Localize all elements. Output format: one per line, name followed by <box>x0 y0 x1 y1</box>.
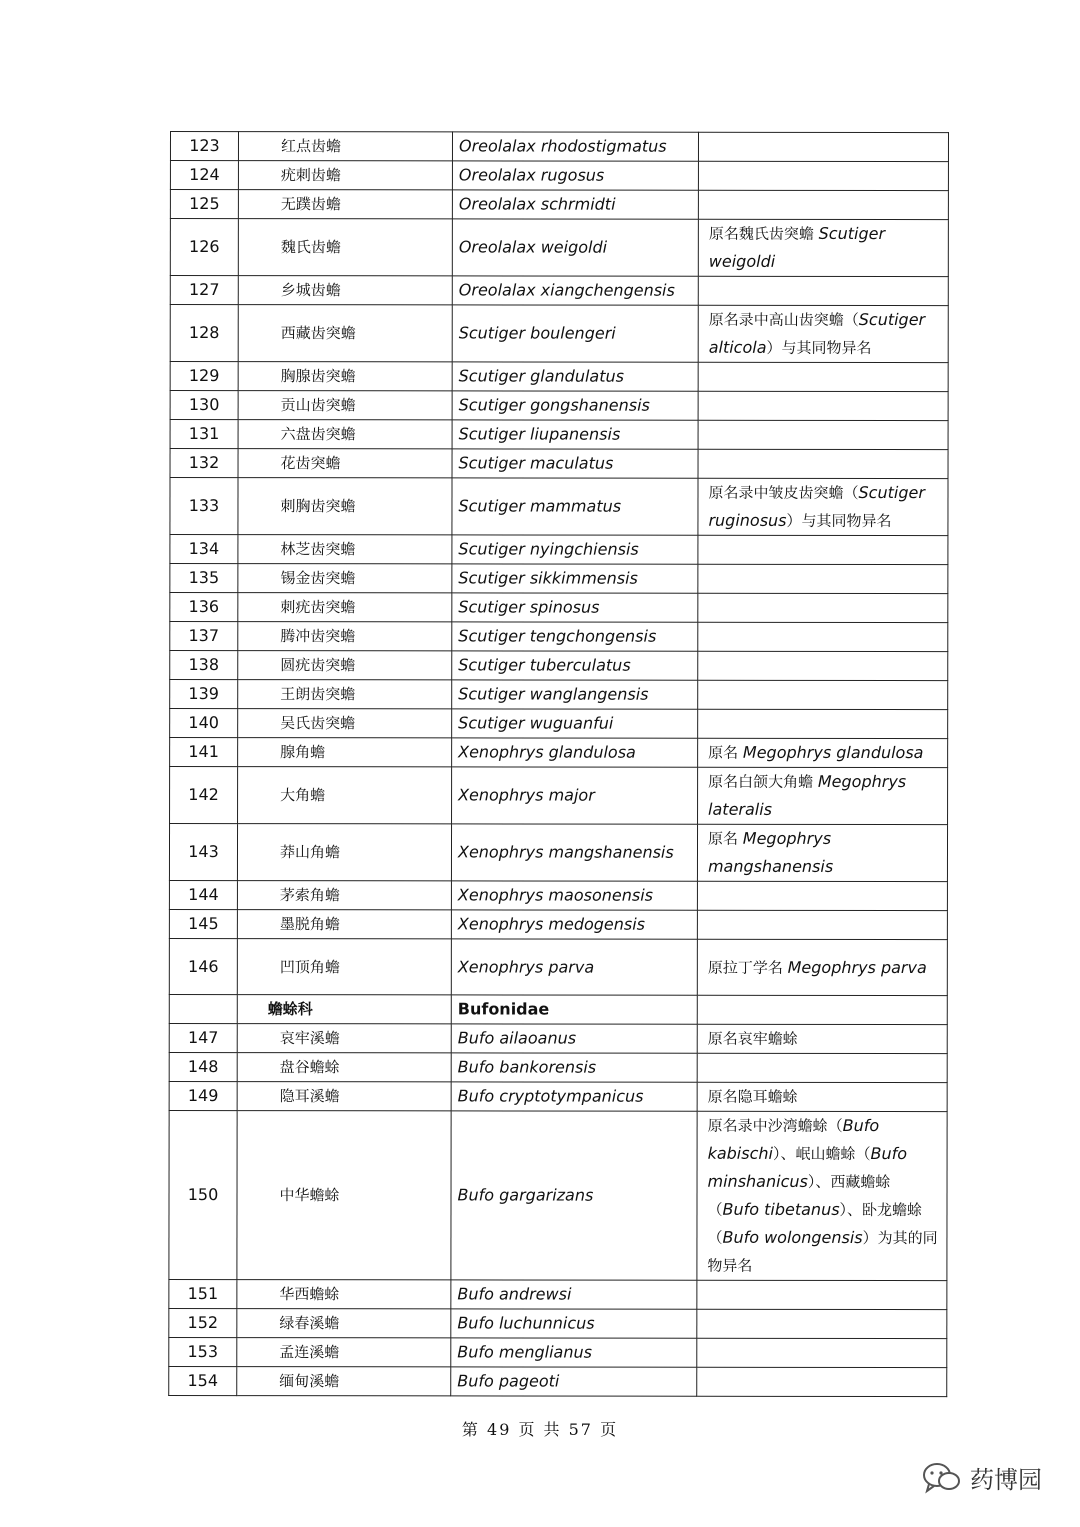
remark <box>697 995 947 1024</box>
remark <box>698 680 948 709</box>
remark-text: ）、岷山蟾蜍（ <box>772 1144 871 1163</box>
row-number: 148 <box>169 1052 237 1081</box>
remark <box>697 1338 947 1367</box>
row-number: 130 <box>170 391 238 420</box>
scientific-name: Scutiger wanglangensis <box>452 680 698 709</box>
scientific-name: Oreolalax xiangchengensis <box>452 276 698 305</box>
remark-latin-name: Bufo wolongensis <box>722 1227 863 1247</box>
scientific-name: Bufo andrewsi <box>451 1280 697 1309</box>
scientific-name: Scutiger liupanensis <box>452 420 698 449</box>
chinese-name: 隐耳溪蟾 <box>237 1082 451 1111</box>
remark <box>698 622 948 651</box>
remark-latin-name: Megophrys parva <box>787 957 927 977</box>
remark-text: 原拉丁学名 <box>707 958 788 977</box>
chinese-name: 刺胸齿突蟾 <box>238 478 452 535</box>
row-number: 147 <box>169 1023 237 1052</box>
chinese-name: 华西蟾蜍 <box>237 1280 451 1309</box>
remark-latin-name: Megophrys lateralis <box>708 771 907 819</box>
chinese-name: 红点齿蟾 <box>238 132 452 161</box>
remark-latin-name: Scutiger weigoldi <box>708 223 886 271</box>
table-row <box>169 1308 947 1338</box>
row-number <box>169 994 237 1023</box>
chinese-name: 大角蟾 <box>238 767 452 824</box>
row-number: 136 <box>170 593 238 622</box>
remark <box>698 478 948 535</box>
table-row <box>169 1366 947 1396</box>
remark-text: 原名录中沙湾蟾蜍（ <box>707 1116 843 1135</box>
remark <box>697 939 947 995</box>
table-row <box>169 1023 947 1053</box>
chinese-name: 锡金齿突蟾 <box>238 564 452 593</box>
remark <box>697 881 947 910</box>
row-number: 150 <box>169 1110 237 1279</box>
row-number: 153 <box>169 1337 237 1366</box>
remark-text: 原名隐耳蟾蜍 <box>707 1087 798 1106</box>
scientific-name: Oreolalax schrmidti <box>452 190 698 219</box>
table-row <box>169 1110 947 1280</box>
row-number: 134 <box>170 535 238 564</box>
species-table-body <box>169 132 949 1397</box>
scientific-name: Scutiger gongshanensis <box>452 391 698 420</box>
remark <box>698 219 948 276</box>
remark-latin-name: Bufo minshanicus <box>707 1143 908 1191</box>
table-row <box>170 478 948 536</box>
table-row <box>170 276 948 306</box>
family-row <box>169 994 947 1024</box>
table-row <box>169 1052 947 1082</box>
chinese-name: 圆疣齿突蟾 <box>238 651 452 680</box>
scientific-name: Scutiger tengchongensis <box>452 622 698 651</box>
scientific-name: Bufo pageoti <box>451 1367 697 1396</box>
remark <box>698 651 948 680</box>
row-number: 125 <box>170 190 238 219</box>
scientific-name: Xenophrys glandulosa <box>452 738 698 767</box>
row-number: 149 <box>169 1081 237 1110</box>
row-number: 132 <box>170 449 238 478</box>
chinese-name: 乡城齿蟾 <box>238 276 452 305</box>
remark-text: 原名魏氏齿突蟾 <box>708 224 819 243</box>
remark-text: 原名录中皱皮齿突蟾（ <box>708 483 859 502</box>
chinese-name: 蟾蜍科 <box>237 995 451 1024</box>
table-row <box>170 420 948 450</box>
remark <box>698 420 948 449</box>
table-row <box>170 449 948 479</box>
remark <box>697 1309 947 1338</box>
remark-text: 原名录中高山齿突蟾（ <box>708 310 859 329</box>
scientific-name: Scutiger wuguanfui <box>452 709 698 738</box>
row-number: 146 <box>169 938 237 994</box>
remark-text: ）、卧龙蟾蜍（ <box>707 1200 923 1247</box>
table-row <box>170 622 948 652</box>
row-number: 141 <box>170 738 238 767</box>
table-row <box>170 738 948 768</box>
remark-text: ）、西藏蟾蜍（ <box>707 1172 891 1219</box>
remark-text: ）为其的同物异名 <box>707 1228 938 1275</box>
remark <box>698 449 948 478</box>
chinese-name: 吴氏齿突蟾 <box>238 709 452 738</box>
scientific-name: Scutiger sikkimmensis <box>452 564 698 593</box>
chinese-name: 林芝齿突蟾 <box>238 535 452 564</box>
row-number: 133 <box>170 478 238 535</box>
table-row <box>169 1337 947 1367</box>
watermark-text: 药博园 <box>970 1466 1042 1494</box>
chinese-name: 无蹼齿蟾 <box>238 190 452 219</box>
row-number: 135 <box>170 564 238 593</box>
remark <box>698 190 948 219</box>
table-row <box>170 651 948 681</box>
table-row <box>170 767 948 825</box>
table-row <box>169 909 947 939</box>
table-row <box>169 880 947 910</box>
remark <box>697 1082 947 1111</box>
remark <box>697 1053 947 1082</box>
scientific-name: Scutiger glandulatus <box>452 362 698 391</box>
scientific-name: Bufo luchunnicus <box>451 1309 697 1338</box>
wechat-icon <box>922 1461 962 1495</box>
table-row <box>169 938 947 995</box>
scientific-name: Xenophrys major <box>452 767 698 824</box>
chinese-name: 中华蟾蜍 <box>237 1111 451 1280</box>
scientific-name: Bufo bankorensis <box>451 1053 697 1082</box>
row-number: 144 <box>169 880 237 909</box>
row-number: 142 <box>170 767 238 824</box>
row-number: 139 <box>170 680 238 709</box>
table-row <box>169 1279 947 1309</box>
chinese-name: 孟连溪蟾 <box>237 1338 451 1367</box>
chinese-name: 魏氏齿蟾 <box>238 219 452 276</box>
chinese-name: 凹顶角蟾 <box>237 939 451 995</box>
chinese-name: 贡山齿突蟾 <box>238 391 452 420</box>
scientific-name: Xenophrys maosonensis <box>451 881 697 910</box>
chinese-name: 王朗齿突蟾 <box>238 680 452 709</box>
remark <box>698 132 948 161</box>
remark-text: ）与其同物异名 <box>766 338 872 357</box>
table-row <box>170 219 948 277</box>
remark-text: 原名 <box>708 743 743 762</box>
remark-latin-name: Bufo kabischi <box>707 1115 880 1163</box>
table-row <box>170 593 948 623</box>
species-table <box>168 131 949 1397</box>
remark <box>698 535 948 564</box>
table-row <box>170 391 948 421</box>
chinese-name: 疣刺齿蟾 <box>238 161 452 190</box>
table-row <box>170 564 948 594</box>
remark-text: ）与其同物异名 <box>786 511 892 531</box>
table-row <box>170 362 948 392</box>
scientific-name: Bufo cryptotympanicus <box>451 1082 697 1111</box>
remark <box>697 1111 947 1280</box>
row-number: 143 <box>169 824 237 881</box>
scientific-name: Scutiger tuberculatus <box>452 651 698 680</box>
remark-latin-name: Scutiger alticola <box>708 309 926 357</box>
remark <box>697 910 947 939</box>
scientific-name: Scutiger maculatus <box>452 449 698 478</box>
row-number: 138 <box>170 651 238 680</box>
row-number: 152 <box>169 1308 237 1337</box>
remark-text: 原名白颌大角蟾 <box>708 772 818 791</box>
scientific-name: Bufonidae <box>451 995 697 1024</box>
remark <box>698 593 948 622</box>
scientific-name: Scutiger mammatus <box>452 478 698 535</box>
row-number: 126 <box>170 219 238 276</box>
table-row <box>170 535 948 565</box>
row-number: 145 <box>169 909 237 938</box>
chinese-name: 胸腺齿突蟾 <box>238 362 452 391</box>
scientific-name: Xenophrys mangshanensis <box>451 824 697 881</box>
table-row <box>170 190 948 220</box>
remark <box>698 161 948 190</box>
remark <box>697 1024 947 1053</box>
remark-latin-name: Scutiger ruginosus <box>708 482 925 530</box>
table-row <box>170 132 948 162</box>
scientific-name: Scutiger boulengeri <box>452 305 698 362</box>
table-row <box>170 305 948 363</box>
remark-text: 原名哀牢蟾蜍 <box>707 1029 798 1048</box>
row-number: 131 <box>170 420 238 449</box>
table-row <box>169 1081 947 1111</box>
chinese-name: 茅索角蟾 <box>237 881 451 910</box>
row-number: 140 <box>170 709 238 738</box>
scientific-name: Oreolalax rugosus <box>452 161 698 190</box>
remark <box>698 564 948 593</box>
table-row <box>170 161 948 191</box>
scientific-name: Oreolalax weigoldi <box>452 219 698 276</box>
remark <box>697 824 947 881</box>
chinese-name: 盘谷蟾蜍 <box>237 1053 451 1082</box>
remark-text: 原名 <box>707 829 743 848</box>
watermark <box>922 1460 1042 1495</box>
page-footer: 第 49 页 共 57 页 <box>461 1420 619 1439</box>
chinese-name: 腾冲齿突蟾 <box>238 622 452 651</box>
remark <box>698 767 948 824</box>
row-number: 128 <box>170 305 238 362</box>
scientific-name: Oreolalax rhodostigmatus <box>452 132 698 161</box>
chinese-name: 腺角蟾 <box>238 738 452 767</box>
remark <box>698 362 948 391</box>
chinese-name: 缅甸溪蟾 <box>237 1367 451 1396</box>
remark <box>698 391 948 420</box>
remark-latin-name: Megophrys glandulosa <box>742 742 924 763</box>
scientific-name: Xenophrys medogensis <box>451 910 697 939</box>
remark-latin-name: Megophrys mangshanensis <box>707 828 834 876</box>
chinese-name: 绿春溪蟾 <box>237 1309 451 1338</box>
row-number: 123 <box>170 132 238 161</box>
scientific-name: Bufo ailaoanus <box>451 1024 697 1053</box>
remark <box>698 305 948 362</box>
chinese-name: 刺疣齿突蟾 <box>238 593 452 622</box>
chinese-name: 莽山角蟾 <box>237 824 451 881</box>
chinese-name: 花齿突蟾 <box>238 449 452 478</box>
remark <box>698 276 948 305</box>
chinese-name: 六盘齿突蟾 <box>238 420 452 449</box>
table-row <box>170 680 948 710</box>
scientific-name: Bufo menglianus <box>451 1338 697 1367</box>
table-row <box>170 709 948 739</box>
row-number: 154 <box>169 1366 237 1395</box>
table-row <box>169 824 947 882</box>
row-number: 137 <box>170 622 238 651</box>
scientific-name: Xenophrys parva <box>451 939 697 995</box>
chinese-name: 哀牢溪蟾 <box>237 1024 451 1053</box>
chinese-name: 西藏齿突蟾 <box>238 305 452 362</box>
remark <box>698 738 948 767</box>
remark <box>697 1367 947 1396</box>
row-number: 124 <box>170 161 238 190</box>
remark <box>697 1280 947 1309</box>
scientific-name: Bufo gargarizans <box>451 1111 697 1280</box>
row-number: 129 <box>170 362 238 391</box>
row-number: 127 <box>170 276 238 305</box>
remark-latin-name: Bufo tibetanus <box>722 1199 840 1219</box>
scientific-name: Scutiger nyingchiensis <box>452 535 698 564</box>
row-number: 151 <box>169 1279 237 1308</box>
remark <box>698 709 948 738</box>
scientific-name: Scutiger spinosus <box>452 593 698 622</box>
chinese-name: 墨脱角蟾 <box>237 910 451 939</box>
